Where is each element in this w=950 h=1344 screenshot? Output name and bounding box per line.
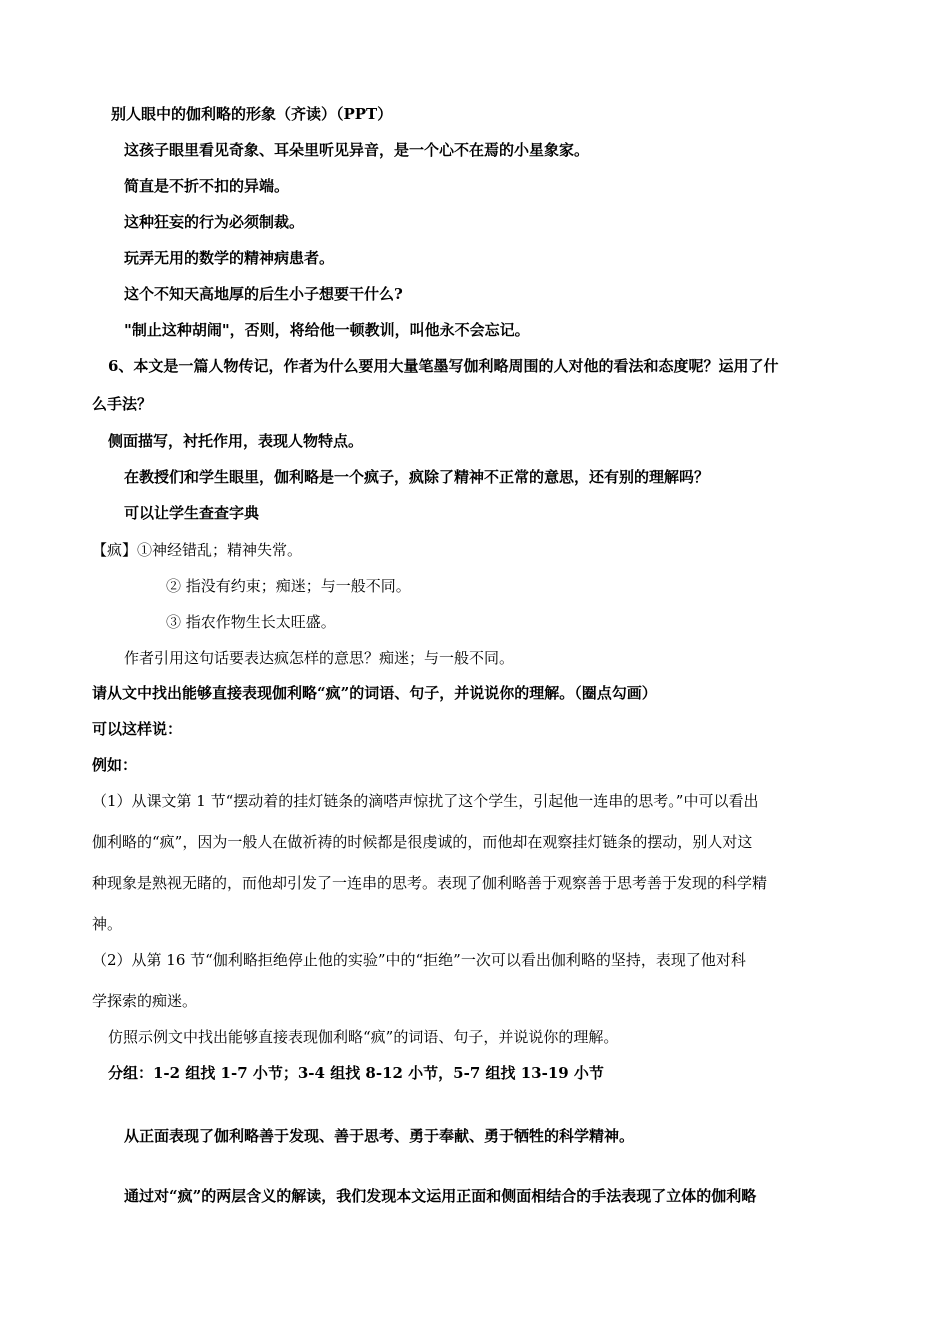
example-paragraph: 伽利略的“疯”，因为一般人在做祈祷的时候都是很虔诚的，而他却在观察挂灯链条的摆动，别人对这 [92, 833, 753, 851]
text-line: 玩弄无用的数学的精神病患者。 [124, 249, 335, 267]
text-line: 仿照示例文中找出能够直接表现伽利略“疯”的词语、句子，并说说你的理解。 [108, 1028, 619, 1046]
text-line: 这种狂妄的行为必须制裁。 [124, 213, 305, 231]
text-line: 通过对“疯”的两层含义的解读，我们发现本文运用正面和侧面相结合的手法表现了立体的伽利略 [124, 1187, 757, 1205]
text-line: 侧面描写，衬托作用，表现人物特点。 [108, 432, 364, 450]
dictionary-entry: 【疯】①神经错乱；精神失常。 [92, 541, 303, 559]
example-paragraph: （1）从课文第 1 节“摆动着的挂灯链条的滴嗒声惊扰了这个学生，引起他一连串的思考。”中可以看出 [92, 792, 759, 810]
example-paragraph: （2）从第 16 节“伽利略拒绝停止他的实验”中的“拒绝”一次可以看出伽利略的坚持，表现了他对科 [92, 951, 746, 969]
example-paragraph: 种现象是熟视无睹的，而他却引发了一连串的思考。表现了伽利略善于观察善于思考善于发现的科学精 [92, 874, 768, 892]
question-heading: 6、本文是一篇人物传记，作者为什么要用大量笔墨写伽利略周围的人对他的看法和态度呢？运用了什 [108, 357, 779, 375]
dictionary-definition: ③ 指农作物生长太旺盛。 [166, 613, 336, 631]
example-paragraph: 神。 [92, 915, 123, 933]
text-line: 简直是不折不扣的异端。 [124, 177, 290, 195]
group-assignment: 分组：1-2 组找 1-7 小节；3-4 组找 8-12 小节，5-7 组找 13-19 小节 [108, 1064, 604, 1082]
text-line: 例如： [92, 756, 138, 774]
text-line: 这个不知天高地厚的后生小子想要干什么? [124, 285, 403, 303]
text-line: 可以这样说： [92, 720, 183, 738]
example-paragraph: 学探索的痴迷。 [92, 992, 198, 1010]
text-line: "制止这种胡闹"，否则，将给他一顿教训，叫他永不会忘记。 [124, 321, 530, 339]
text-line: 从正面表现了伽利略善于发现、善于思考、勇于奉献、勇于牺牲的科学精神。 [124, 1127, 635, 1145]
task-heading: 请从文中找出能够直接表现伽利略“疯”的词语、句子，并说说你的理解。（圈点勾画） [92, 684, 657, 702]
text-line: 作者引用这句话要表达疯怎样的意思？痴迷；与一般不同。 [124, 649, 515, 667]
text-line: 可以让学生查查字典 [124, 504, 260, 522]
text-line: 在教授们和学生眼里，伽利略是一个疯子，疯除了精神不正常的意思，还有别的理解吗？ [124, 468, 710, 486]
text-line: 这孩子眼里看见奇象、耳朵里听见异音，是一个心不在焉的小星象家。 [124, 141, 590, 159]
text-line: 么手法？ [92, 395, 153, 413]
text-line: 别人眼中的伽利略的形象（齐读）（PPT） [111, 105, 393, 123]
dictionary-definition: ② 指没有约束；痴迷；与一般不同。 [166, 577, 411, 595]
